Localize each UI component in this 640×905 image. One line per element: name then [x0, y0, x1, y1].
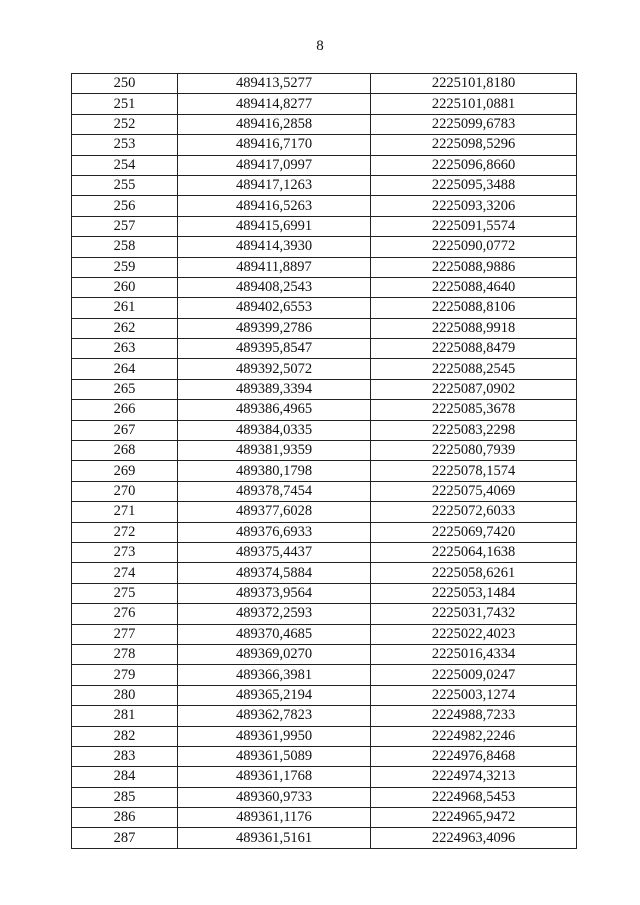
y-coordinate-cell: 2225058,6261 [371, 563, 577, 583]
x-coordinate-cell: 489362,7823 [178, 706, 371, 726]
table-row [72, 461, 577, 481]
point-number-cell: 261 [72, 298, 178, 318]
point-number-cell: 263 [72, 339, 178, 359]
point-number-cell: 272 [72, 522, 178, 542]
table-row [72, 135, 577, 155]
x-coordinate-cell: 489389,3394 [178, 379, 371, 399]
table-row [72, 808, 577, 828]
x-coordinate-cell: 489380,1798 [178, 461, 371, 481]
y-coordinate-cell: 2225085,3678 [371, 400, 577, 420]
x-coordinate-cell: 489413,5277 [178, 74, 371, 94]
y-coordinate-cell: 2225069,7420 [371, 522, 577, 542]
point-number-cell: 258 [72, 237, 178, 257]
y-coordinate-cell: 2224974,3213 [371, 767, 577, 787]
point-number-cell: 262 [72, 318, 178, 338]
point-number-cell: 275 [72, 583, 178, 603]
table-row [72, 665, 577, 685]
y-coordinate-cell: 2224976,8468 [371, 746, 577, 766]
y-coordinate-cell: 2224988,7233 [371, 706, 577, 726]
table-row [72, 74, 577, 94]
point-number-cell: 254 [72, 155, 178, 175]
y-coordinate-cell: 2225101,8180 [371, 74, 577, 94]
y-coordinate-cell: 2225088,4640 [371, 277, 577, 297]
y-coordinate-cell: 2225088,9918 [371, 318, 577, 338]
point-number-cell: 286 [72, 808, 178, 828]
table-row [72, 400, 577, 420]
page-number: 8 [316, 38, 324, 54]
table-row [72, 685, 577, 705]
y-coordinate-cell: 2225009,0247 [371, 665, 577, 685]
point-number-cell: 252 [72, 114, 178, 134]
table-row [72, 706, 577, 726]
point-number-cell: 277 [72, 624, 178, 644]
x-coordinate-cell: 489361,1768 [178, 767, 371, 787]
x-coordinate-cell: 489360,9733 [178, 787, 371, 807]
y-coordinate-cell: 2225053,1484 [371, 583, 577, 603]
point-number-cell: 282 [72, 726, 178, 746]
table-row [72, 298, 577, 318]
x-coordinate-cell: 489416,5263 [178, 196, 371, 216]
point-number-cell: 276 [72, 604, 178, 624]
x-coordinate-cell: 489378,7454 [178, 481, 371, 501]
point-number-cell: 256 [72, 196, 178, 216]
point-number-cell: 251 [72, 94, 178, 114]
point-number-cell: 259 [72, 257, 178, 277]
x-coordinate-cell: 489392,5072 [178, 359, 371, 379]
coordinates-table-body [72, 74, 577, 849]
x-coordinate-cell: 489374,5884 [178, 563, 371, 583]
table-row [72, 257, 577, 277]
point-number-cell: 287 [72, 828, 178, 848]
point-number-cell: 250 [72, 74, 178, 94]
coordinates-table [71, 73, 577, 849]
y-coordinate-cell: 2225090,0772 [371, 237, 577, 257]
table-row [72, 828, 577, 848]
x-coordinate-cell: 489417,0997 [178, 155, 371, 175]
y-coordinate-cell: 2225098,5296 [371, 135, 577, 155]
table-row [72, 644, 577, 664]
y-coordinate-cell: 2225075,4069 [371, 481, 577, 501]
table-row [72, 563, 577, 583]
y-coordinate-cell: 2225088,8479 [371, 339, 577, 359]
point-number-cell: 281 [72, 706, 178, 726]
x-coordinate-cell: 489361,5089 [178, 746, 371, 766]
table-row [72, 787, 577, 807]
x-coordinate-cell: 489375,4437 [178, 542, 371, 562]
x-coordinate-cell: 489384,0335 [178, 420, 371, 440]
table-row [72, 726, 577, 746]
x-coordinate-cell: 489376,6933 [178, 522, 371, 542]
x-coordinate-cell: 489395,8547 [178, 339, 371, 359]
x-coordinate-cell: 489370,4685 [178, 624, 371, 644]
point-number-cell: 270 [72, 481, 178, 501]
y-coordinate-cell: 2224968,5453 [371, 787, 577, 807]
point-number-cell: 269 [72, 461, 178, 481]
table-row [72, 542, 577, 562]
x-coordinate-cell: 489381,9359 [178, 441, 371, 461]
table-row [72, 237, 577, 257]
table-row [72, 359, 577, 379]
x-coordinate-cell: 489414,3930 [178, 237, 371, 257]
x-coordinate-cell: 489369,0270 [178, 644, 371, 664]
table-row [72, 441, 577, 461]
y-coordinate-cell: 2224982,2246 [371, 726, 577, 746]
point-number-cell: 255 [72, 175, 178, 195]
table-row [72, 502, 577, 522]
point-number-cell: 279 [72, 665, 178, 685]
y-coordinate-cell: 2225096,8660 [371, 155, 577, 175]
y-coordinate-cell: 2225088,2545 [371, 359, 577, 379]
y-coordinate-cell: 2225022,4023 [371, 624, 577, 644]
table-row [72, 481, 577, 501]
table-row [72, 318, 577, 338]
point-number-cell: 273 [72, 542, 178, 562]
table-row [72, 94, 577, 114]
table-row [72, 583, 577, 603]
table-row [72, 604, 577, 624]
table-row [72, 624, 577, 644]
table-row [72, 277, 577, 297]
x-coordinate-cell: 489399,2786 [178, 318, 371, 338]
table-row [72, 339, 577, 359]
y-coordinate-cell: 2225088,8106 [371, 298, 577, 318]
x-coordinate-cell: 489373,9564 [178, 583, 371, 603]
y-coordinate-cell: 2225088,9886 [371, 257, 577, 277]
x-coordinate-cell: 489372,2593 [178, 604, 371, 624]
table-row [72, 196, 577, 216]
x-coordinate-cell: 489365,2194 [178, 685, 371, 705]
x-coordinate-cell: 489377,6028 [178, 502, 371, 522]
table-row [72, 114, 577, 134]
point-number-cell: 265 [72, 379, 178, 399]
y-coordinate-cell: 2225093,3206 [371, 196, 577, 216]
x-coordinate-cell: 489416,7170 [178, 135, 371, 155]
point-number-cell: 284 [72, 767, 178, 787]
table-row [72, 175, 577, 195]
y-coordinate-cell: 2225078,1574 [371, 461, 577, 481]
y-coordinate-cell: 2225003,1274 [371, 685, 577, 705]
point-number-cell: 278 [72, 644, 178, 664]
point-number-cell: 267 [72, 420, 178, 440]
x-coordinate-cell: 489361,5161 [178, 828, 371, 848]
y-coordinate-cell: 2225101,0881 [371, 94, 577, 114]
point-number-cell: 264 [72, 359, 178, 379]
x-coordinate-cell: 489411,8897 [178, 257, 371, 277]
point-number-cell: 271 [72, 502, 178, 522]
y-coordinate-cell: 2225016,4334 [371, 644, 577, 664]
table-row [72, 746, 577, 766]
table-row [72, 155, 577, 175]
y-coordinate-cell: 2225064,1638 [371, 542, 577, 562]
y-coordinate-cell: 2225095,3488 [371, 175, 577, 195]
x-coordinate-cell: 489416,2858 [178, 114, 371, 134]
point-number-cell: 285 [72, 787, 178, 807]
y-coordinate-cell: 2225091,5574 [371, 216, 577, 236]
y-coordinate-cell: 2225080,7939 [371, 441, 577, 461]
x-coordinate-cell: 489402,6553 [178, 298, 371, 318]
y-coordinate-cell: 2225083,2298 [371, 420, 577, 440]
x-coordinate-cell: 489415,6991 [178, 216, 371, 236]
x-coordinate-cell: 489408,2543 [178, 277, 371, 297]
y-coordinate-cell: 2225072,6033 [371, 502, 577, 522]
x-coordinate-cell: 489361,9950 [178, 726, 371, 746]
point-number-cell: 268 [72, 441, 178, 461]
table-row [72, 522, 577, 542]
x-coordinate-cell: 489414,8277 [178, 94, 371, 114]
point-number-cell: 283 [72, 746, 178, 766]
point-number-cell: 260 [72, 277, 178, 297]
point-number-cell: 253 [72, 135, 178, 155]
table-row [72, 216, 577, 236]
table-row [72, 767, 577, 787]
y-coordinate-cell: 2225031,7432 [371, 604, 577, 624]
y-coordinate-cell: 2224965,9472 [371, 808, 577, 828]
point-number-cell: 266 [72, 400, 178, 420]
point-number-cell: 257 [72, 216, 178, 236]
point-number-cell: 274 [72, 563, 178, 583]
x-coordinate-cell: 489361,1176 [178, 808, 371, 828]
table-row [72, 379, 577, 399]
point-number-cell: 280 [72, 685, 178, 705]
x-coordinate-cell: 489417,1263 [178, 175, 371, 195]
y-coordinate-cell: 2224963,4096 [371, 828, 577, 848]
y-coordinate-cell: 2225099,6783 [371, 114, 577, 134]
y-coordinate-cell: 2225087,0902 [371, 379, 577, 399]
x-coordinate-cell: 489366,3981 [178, 665, 371, 685]
table-row [72, 420, 577, 440]
x-coordinate-cell: 489386,4965 [178, 400, 371, 420]
